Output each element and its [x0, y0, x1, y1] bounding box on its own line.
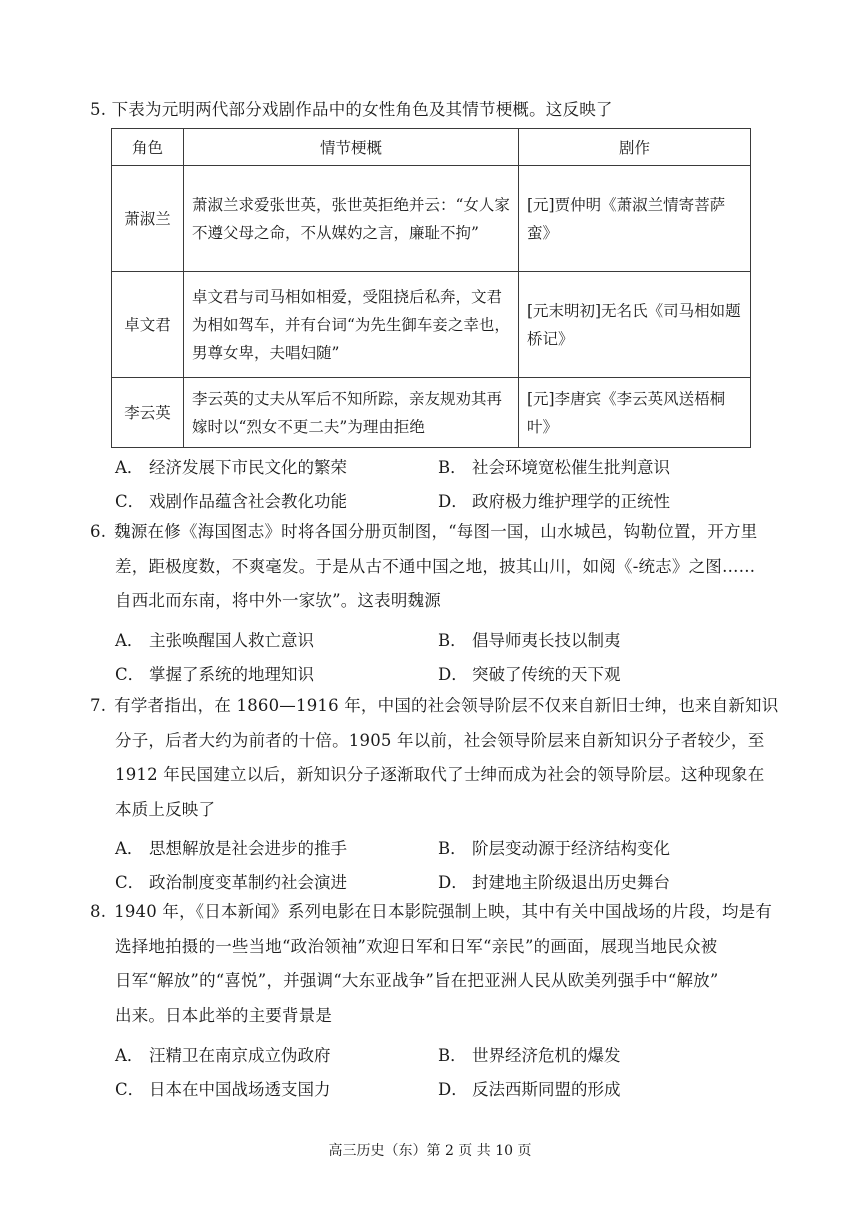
question-7-stem: [90, 689, 778, 827]
option-c[interactable]: C． 掌握了系统的地理知识: [115, 665, 314, 684]
plot-cell: 李云英的丈夫从军后不知所踪，亲友规劝其再嫁时以“烈女不更二夫”为理由拒绝: [184, 378, 519, 448]
option-c[interactable]: C． 戏剧作品蕴含社会教化功能: [115, 492, 347, 511]
option-d[interactable]: D． 突破了传统的天下观: [438, 665, 621, 684]
question-5-stem: [90, 93, 613, 128]
option-a[interactable]: A． 思想解放是社会进步的推手: [115, 839, 347, 858]
work-cell: [元]贾仲明《萧淑兰情寄菩萨蛮》: [519, 166, 751, 272]
question-8-stem: [90, 895, 772, 1033]
role-cell: 李云英: [112, 378, 184, 448]
drama-table: [111, 128, 751, 448]
work-cell: [元]李唐宾《李云英风送梧桐叶》: [519, 378, 751, 448]
header-plot: 情节梗概: [184, 129, 519, 166]
role-cell: 卓文君: [112, 272, 184, 378]
question-number: 6.: [90, 522, 107, 541]
option-d[interactable]: D． 政府极力维护理学的正统性: [438, 492, 670, 511]
question-text: 差，距极度数，不爽毫发。于是从古不通中国之地，披其山川，如阅《-统志》之图……: [115, 556, 756, 576]
question-6-stem: [90, 515, 757, 619]
option-b[interactable]: B． 倡导师夷长技以制夷: [438, 631, 621, 650]
question-text: 下表为元明两代部分戏剧作品中的女性角色及其情节梗概。这反映了: [111, 100, 613, 119]
option-b[interactable]: B． 世界经济危机的爆发: [438, 1046, 621, 1065]
option-b[interactable]: B． 阶层变动源于经济结构变化: [438, 839, 670, 858]
question-text: 1912 年民国建立以后，新知识分子逐渐取代了士绅而成为社会的领导阶层。这种现象在: [115, 765, 765, 784]
plot-cell: 萧淑兰求爱张世英，张世英拒绝并云：“女人家不遵父母之命，不从媒妁之言，廉耻不拘”: [184, 166, 519, 272]
option-d[interactable]: D． 反法西斯同盟的形成: [438, 1080, 621, 1099]
table-row: [112, 272, 751, 378]
option-a[interactable]: A． 经济发展下市民文化的繁荣: [115, 458, 347, 477]
question-text: 1940 年，《日本新闻》系列电影在日本影院强制上映，其中有关中国战场的片段，均是有: [114, 902, 773, 921]
question-text: 本质上反映了: [115, 799, 216, 819]
question-number: 5.: [90, 100, 107, 119]
header-work: 剧作: [519, 129, 751, 166]
question-text: 选择地拍摄的一些当地“政治领袖”欢迎日军和日军“亲民”的画面，展现当地民众被: [115, 936, 718, 956]
option-a[interactable]: A． 主张唤醒国人救亡意识: [115, 631, 314, 650]
question-number: 8.: [90, 902, 107, 921]
question-text: 日军“解放”的“喜悦”，并强调“大东亚战争”旨在把亚洲人民从欧美列强手中“解放”: [115, 971, 719, 990]
option-c[interactable]: C． 日本在中国战场透支国力: [115, 1080, 331, 1099]
question-text: 分子，后者大约为前者的十倍。1905 年以前，社会领导阶层来自新知识分子者较少，至: [115, 730, 765, 750]
work-cell: [元末明初]无名氏《司马相如题桥记》: [519, 272, 751, 378]
question-number: 7.: [90, 696, 107, 715]
page-footer: 高三历史（东）第 2 页 共 10 页: [328, 1143, 532, 1159]
option-d[interactable]: D． 封建地主阶级退出历史舞台: [438, 873, 670, 892]
option-a[interactable]: A． 汪精卫在南京成立伪政府: [115, 1046, 331, 1065]
table-row: [112, 378, 751, 448]
header-role: 角色: [112, 129, 184, 166]
question-text: 出来。日本此举的主要背景是: [115, 1005, 333, 1025]
plot-cell: 卓文君与司马相如相爱，受阻挠后私奔，文君为相如驾车，并有台词“为先生御车妾之幸也，男尊女卑，夫唱妇随”: [184, 272, 519, 378]
role-cell: 萧淑兰: [112, 166, 184, 272]
question-text: 有学者指出，在 1860—1916 年，中国的社会领导阶层不仅来自新旧士绅，也来自新知识: [114, 696, 779, 715]
question-text: 自西北而东南，将中外一家欤”。这表明魏源: [115, 591, 441, 610]
option-c[interactable]: C． 政治制度变革制约社会演进: [115, 873, 347, 892]
question-text: 魏源在修《海国图志》时将各国分册页制图，“每图一国，山水城邑，钩勒位置，开方里: [114, 522, 758, 541]
option-b[interactable]: B． 社会环境宽松催生批判意识: [438, 458, 670, 477]
table-header-row: [112, 129, 751, 166]
table-row: [112, 166, 751, 272]
